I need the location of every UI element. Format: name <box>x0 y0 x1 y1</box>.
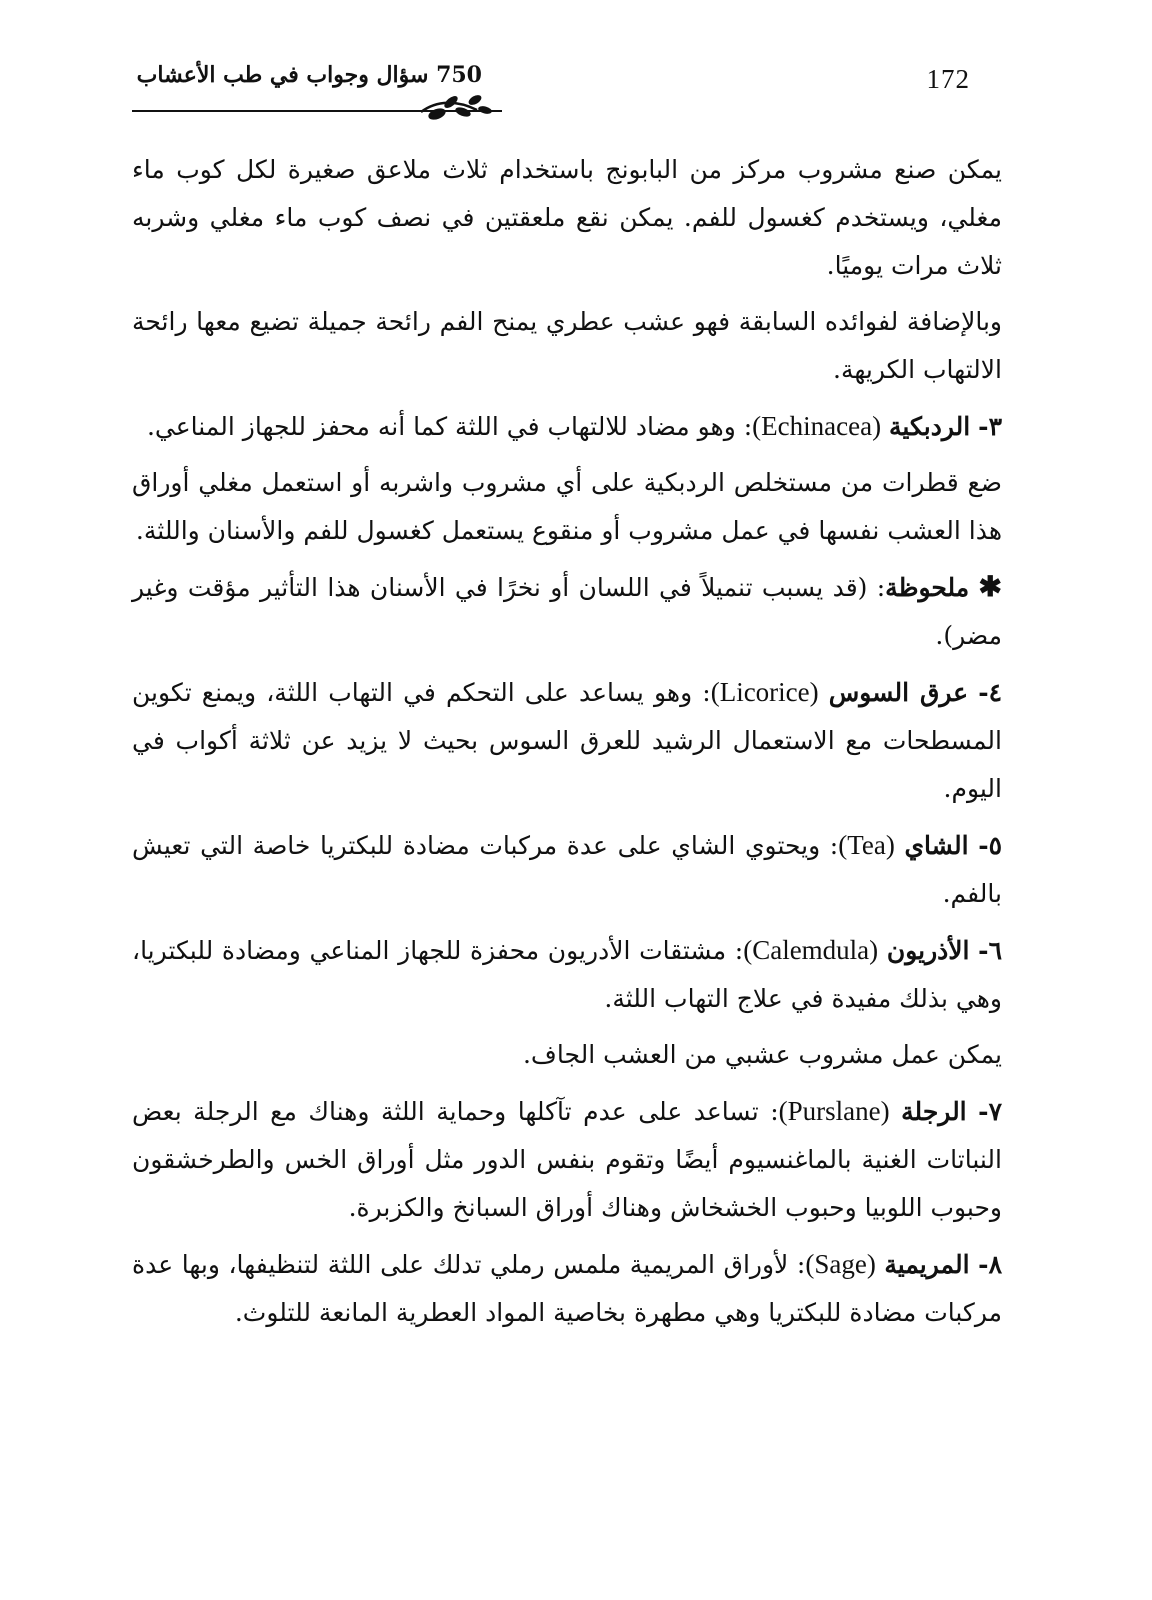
paragraph-chamomile-aroma: وبالإضافة لفوائده السابقة فهو عشب عطري يمنح الفم رائحة جميلة تضيع معها رائحة الالتهاب الكريهة. <box>132 307 1002 384</box>
star-icon: ✱ <box>978 570 1003 603</box>
note-paragraph <box>132 563 1002 660</box>
item-number: ٥- <box>978 831 1003 860</box>
item-text: : وهو مضاد للالتهاب في اللثة كما أنه محفز للجهاز المناعي. <box>146 412 753 441</box>
running-title: 750 سؤال وجواب في طب الأعشاب <box>136 62 482 88</box>
item-latin-name: (Licorice) <box>710 677 819 707</box>
item-title: الردبكية <box>889 412 971 441</box>
item-latin-name: (Purslane) <box>778 1096 890 1126</box>
item-purslane <box>132 1087 1002 1232</box>
item-title: عرق السوس <box>828 678 969 707</box>
page-number: 172 <box>926 64 970 94</box>
item-latin-name: (Tea) <box>838 830 895 860</box>
item-text: : مشتقات الأدريون محفزة للجهاز المناعي ومضادة للبكتريا، وهي بذلك مفيدة في علاج التهاب اللثة. <box>132 936 1002 1013</box>
item-latin-name: (Echinacea) <box>752 411 882 441</box>
item-title: المريمية <box>884 1250 970 1279</box>
item-title: الرجلة <box>901 1097 967 1126</box>
paragraph-chamomile-drink: يمكن صنع مشروب مركز من البابونج باستخدام ثلاث ملاعق صغيرة لكل كوب ماء مغلي، ويستخدم كغسول للفم. يمكن نقع ملعقتين في نصف كوب ماء مغلي وشربه ثلاث مرات يوميًا. <box>132 155 1002 280</box>
item-sage <box>132 1240 1002 1337</box>
item-title: الشاي <box>904 831 969 860</box>
leaf-ornament-icon <box>417 90 497 124</box>
item-text: : ويحتوي الشاي على عدة مركبات مضادة للبكتريا خاصة التي تعيش بالفم. <box>132 831 1002 908</box>
item-text: : وهو يساعد على التحكم في التهاب اللثة، ويمنع تكوين المسطحات مع الاستعمال الرشيد للعرق السوس بحيث لا يزيد عن ثلاثة أكواب في اليوم. <box>132 678 1002 803</box>
note-text: : (قد يسبب تنميلاً في اللسان أو نخرًا في الأسنان هذا التأثير مؤقت وغير مضر). <box>132 573 1002 650</box>
page-body <box>132 146 1002 1345</box>
item-latin-name: (Calemdula) <box>743 935 879 965</box>
item-number: ٨- <box>978 1250 1002 1279</box>
item-title: الأذريون <box>886 936 970 965</box>
item-text: : تساعد على عدم تآكلها وحماية اللثة وهناك مع الرجلة بعض النباتات الغنية بالماغنسيوم أيضًا وتقوم بنفس الدور مثل أوراق الخس والطرخشقون وحبوب اللوبيا وحبوب الخشخاش وهناك أوراق السبانخ والكزبرة. <box>132 1097 1002 1222</box>
item-licorice <box>132 668 1002 813</box>
item-latin-name: (Sage) <box>805 1249 876 1279</box>
item-text: : لأوراق المريمية ملمس رملي تدلك على اللثة لتنظيفها، وبها عدة مركبات مضادة للبكتريا وهي مطهرة بخاصية المواد العطرية المانعة للتلوث. <box>132 1250 1002 1327</box>
item-tea <box>132 821 1002 918</box>
item-number: ٦- <box>978 936 1002 965</box>
item-number: ٤- <box>978 678 1003 707</box>
item-number: ٣- <box>978 412 1002 441</box>
item-number: ٧- <box>978 1097 1002 1126</box>
paragraph-dry-herb: يمكن عمل مشروب عشبي من العشب الجاف. <box>522 1040 1002 1069</box>
item-echinacea <box>132 402 1002 451</box>
page-header <box>132 58 972 118</box>
paragraph-echinacea-usage: ضع قطرات من مستخلص الردبكية على أي مشروب واشربه أو استعمل مغلي أوراق هذا العشب نفسها في عمل مشروب أو منقوع يستعمل كغسول للفم والأسنان واللثة. <box>132 468 1002 545</box>
item-calendula <box>132 926 1002 1023</box>
note-title: ملحوظة <box>885 573 970 602</box>
